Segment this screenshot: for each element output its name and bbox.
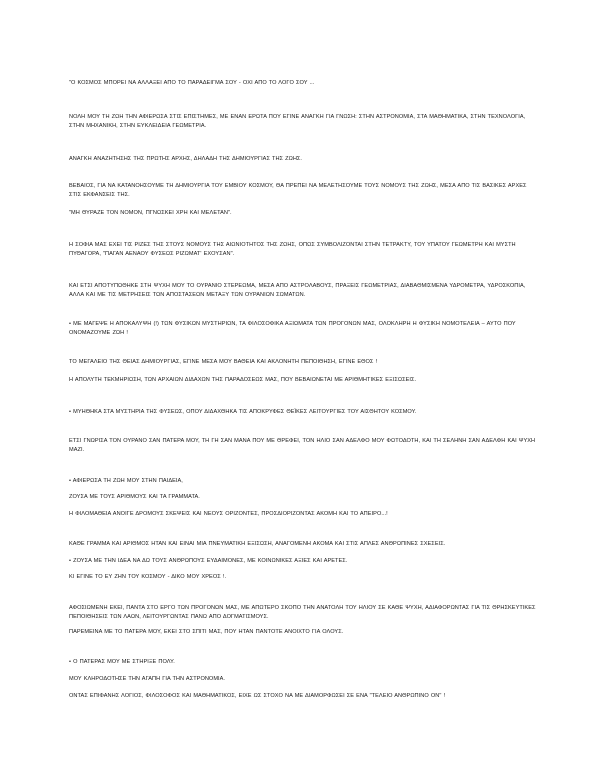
paragraph-23: ΟΝΤΑΣ ΕΠΙΦΑΝΗΣ ΛΟΓΙΟΣ, ΦΙΛΟΣΟΦΟΣ ΚΑΙ ΜΑΘΗΜΑΤΙΚΟΣ, ΕΙΧΕ ΩΣ ΣΤΟΧΟ ΝΑ ΜΕ ΔΙΑΜΟΡΦΩΣΕΙ ΣΕ ΕΝΑ "ΤΕΛΕΙΟ ΑΝΘΡΩΠΙΝΟ ΟΝ" !	[69, 693, 446, 699]
paragraph-18: ΚΙ ΕΓΙΝΕ ΤΟ ΕΥ ΖΗΝ ΤΟΥ ΚΟΣΜΟΥ - ΔΙΚΟ ΜΟΥ ΧΡΕΟΣ !.	[69, 574, 227, 580]
paragraph-10: Η ΑΠΟΛΥΤΗ ΤΕΚΜΗΡΙΩΣΗ, ΤΩΝ ΑΡΧΑΙΩΝ ΔΙΔΑΧΩΝ ΤΗΣ ΠΑΡΑΔΟΣΕΩΣ ΜΑΣ, ΠΟΥ ΒΕΒΑΙΩΝΕΤΑΙ ΜΕ ΑΡΙΘΜΗΤΙΚΕΣ ΕΞΙΣΩΣΕΙΣ.	[69, 377, 417, 383]
paragraph-16: ΚΑΘΕ ΓΡΑΜΜΑ ΚΑΙ ΑΡΙΘΜΟΣ ΗΤΑΝ ΚΑΙ ΕΙΝΑΙ ΜΙΑ ΠΝΕΥΜΑΤΙΚΗ ΕΞΙΣΩΣΗ, ΑΝΑΓΟΜΕΝΗ ΑΚΟΜΑ ΚΑΙ ΣΤΙΣ ΑΠΛΕΣ ΑΝΘΡΩΠΙΝΕΣ ΣΧΕΣΕΙΣ.	[69, 541, 446, 547]
paragraph-22: ΜΟΥ ΚΛΗΡΟΔΟΤΗΣΕ ΤΗΝ ΑΓΑΠΗ ΓΙΑ ΤΗΝ ΑΣΤΡΟΝΟΜΙΑ.	[69, 676, 226, 682]
paragraph-19: ΑΦΟΣΙΩΜΕΝΗ ΕΚΕΙ, ΠΑΝΤΑ ΣΤΟ ΕΡΓΟ ΤΩΝ ΠΡΟΓΟΝΩΝ ΜΑΣ, ΜΕ ΑΠΩΤΕΡΟ ΣΚΟΠΟ ΤΗΝ ΑΝΑΤΟΛΗ ΤΟΥ ΗΛΙΟΥ ΣΕ ΚΑΘΕ ΨΥΧΗ, ΑΔΙΑΦΟΡΩΝΤΑΣ ΓΙΑ ΤΙΣ ΘΡΗΣΚΕΥΤΙΚΕΣ ΠΕΠΟΙΘΗΣΕΙΣ ΤΩΝ ΛΑΩΝ, ΛΕΙΤΟΥΡΓΩΝΤΑΣ ΠΑΝΩ ΑΠΟ ΔΟΓΜΑΤΙΣΜΟΥΣ.	[69, 605, 536, 620]
paragraph-17: • ΖΟΥΣΑ ΜΕ ΤΗΝ ΙΔΕΑ ΝΑ ΔΩ ΤΟΥΣ ΑΝΘΡΩΠΟΥΣ ΕΥΔΑΙΜΟΝΕΣ, ΜΕ ΚΟΙΝΩΝΙΚΕΣ ΑΞΙΕΣ ΚΑΙ ΑΡΕΤΕΣ.	[69, 558, 348, 564]
paragraph-9: ΤΟ ΜΕΓΑΛΕΙΟ ΤΗΣ ΘΕΙΑΣ ΔΗΜΙΟΥΡΓΙΑΣ, ΕΓΙΝΕ ΜΕΣΑ ΜΟΥ ΒΑΘΕΙΑ ΚΑΙ ΑΚΛΟΝΗΤΗ ΠΕΠΟΙΘΗΣΗ, ΕΓΙΝΕ ΕΘΟΣ !	[69, 359, 378, 365]
paragraph-12: ΕΤΣΙ ΓΝΩΡΙΣΑ ΤΟΝ ΟΥΡΑΝΟ ΣΑΝ ΠΑΤΕΡΑ ΜΟΥ, ΤΗ ΓΗ ΣΑΝ ΜΑΝΑ ΠΟΥ ΜΕ ΘΡΕΦΕΙ, ΤΟΝ ΗΛΙΟ ΣΑΝ ΑΔΕΛΦΟ ΜΟΥ ΦΩΤΟΔΟΤΗ, ΚΑΙ ΤΗ ΣΕΛΗΝΗ ΣΑΝ ΑΔΕΛΦΗ ΚΑΙ ΨΥΧΗ ΜΑΖΙ.	[69, 438, 536, 453]
paragraph-11: • ΜΥΗΘΗΚΑ ΣΤΑ ΜΥΣΤΗΡΙΑ ΤΗΣ ΦΥΣΕΩΣ, ΟΠΟΥ ΔΙΔΑΧΘΗΚΑ ΤΙΣ ΑΠΟΚΡΥΦΕΣ ΘΕΪΚΕΣ ΛΕΙΤΟΥΡΓΙΕΣ ΤΟΥ ΑΙΣΘΗΤΟΥ ΚΟΣΜΟΥ.	[69, 409, 417, 415]
paragraph-4: ΒΕΒΑΙΟΣ, ΓΙΑ ΝΑ ΚΑΤΑΝΟΗΣΟΥΜΕ ΤΗ ΔΗΜΙΟΥΡΓΙΑ ΤΟΥ ΕΜΒΙΟΥ ΚΟΣΜΟΥ, ΘΑ ΠΡΕΠΕΙ ΝΑ ΜΕΛΕΤΗΣΟΥΜΕ ΤΟΥΣ ΝΟΜΟΥΣ ΤΗΣ ΖΩΗΣ, ΜΕΣΑ ΑΠΟ ΤΙΣ ΒΑΣΙΚΕΣ ΑΡΧΕΣ ΣΤΙΣ ΕΚΦΑΝΣΕΙΣ ΤΗΣ.	[69, 183, 527, 198]
paragraph-2: ΝΟΛΗ ΜΟΥ ΤΗ ΖΩΗ ΤΗΝ ΑΦΙΕΡΩΣΑ ΣΤΙΣ ΕΠΙΣΤΗΜΕΣ, ΜΕ ΕΝΑΝ ΕΡΩΤΑ ΠΟΥ ΕΓΙΝΕ ΑΝΑΓΚΗ ΓΙΑ ΓΝΩΣΗ: ΣΤΗΝ ΑΣΤΡΟΝΟΜΙΑ, ΣΤΑ ΜΑΘΗΜΑΤΙΚΑ, ΣΤΗΝ ΤΕΧΝΟΛΟΓΙΑ, ΣΤΗΝ ΜΗΧΑΝΙΚΗ, ΣΤΗΝ ΕΥΚΛΕΙΔΕΙΑ ΓΕΩΜΕΤΡΙΑ.	[69, 114, 526, 129]
paragraph-14: ΖΟΥΣΑ ΜΕ ΤΟΥΣ ΑΡΙΘΜΟΥΣ ΚΑΙ ΤΑ ΓΡΑΜΜΑΤΑ.	[69, 494, 200, 500]
paragraph-20: ΠΑΡΕΜΕΙΝΑ ΜΕ ΤΟ ΠΑΤΕΡΑ ΜΟΥ, ΕΚΕΙ ΣΤΟ ΣΠΙΤΙ ΜΑΣ, ΠΟΥ ΗΤΑΝ ΠΑΝΤΟΤΕ ΑΝΟΙΧΤΟ ΓΙΑ ΟΛΟΥΣ.	[69, 629, 344, 635]
paragraph-8: • ΜΕ ΜΑΓΕΨΕ Η ΑΠΟΚΑΛΥΨΗ (!) ΤΩΝ ΦΥΣΙΚΩΝ ΜΥΣΤΗΡΙΩΝ, ΤΑ ΦΙΛΟΣΟΦΙΚΑ ΑΞΙΩΜΑΤΑ ΤΩΝ ΠΡΟΓΟΝΩΝ ΜΑΣ, ΟΛΟΚΛΗΡΗ Η ΦΥΣΙΚΗ ΝΟΜΟΤΕΛΕΙΑ – ΑΥΤΟ ΠΟΥ ΟΝΟΜΑΖΟΥΜΕ ΖΩΗ !	[69, 321, 516, 336]
paragraph-6: Η ΣΟΦΙΑ ΜΑΣ ΕΧΕΙ ΤΙΣ ΡΙΖΕΣ ΤΗΣ ΣΤΟΥΣ ΝΟΜΟΥΣ ΤΗΣ ΑΙΩΝΙΟΤΗΤΟΣ ΤΗΣ ΖΩΗΣ, ΟΠΩΣ ΣΥΜΒΟΛΙΖΟΝΤΑΙ ΣΤΗΝ ΤΕΤΡΑΚΤΥ, ΤΟΥ ΥΠΑΤΟΥ ΓΕΩΜΕΤΡΗ ΚΑΙ ΜΥΣΤΗ ΠΥΘΑΓΟΡΑ, "ΠΑΓΑΝ ΑΕΝΑΟΥ ΦΥΣΕΩΣ ΡΙΖΩΜΑΤ' ΕΧΟΥΣΑΝ".	[69, 242, 516, 257]
paragraph-7: ΚΑΙ ΕΤΣΙ ΑΠΟΤΥΠΩΘΗΚΕ ΣΤΗ ΨΥΧΗ ΜΟΥ ΤΟ ΟΥΡΑΝΙΟ ΣΤΕΡΕΩΜΑ, ΜΕΣΑ ΑΠΟ ΑΣΤΡΟΛΑΒΟΥΣ, ΠΡΑΞΕΙΣ ΓΕΩΜΕΤΡΙΑΣ, ΔΙΑΒΑΘΜΙΣΜΕΝΑ ΥΔΡΟΜΕΤΡΑ, ΥΔΡΟΣΚΟΠΙΑ, ΑΛΛΑ ΚΑΙ ΜΕ ΤΙΣ ΜΕΤΡΗΣΕΙΣ ΤΩΝ ΑΠΟΣΤΑΣΕΩΝ ΜΕΤΑΞΥ ΤΩΝ ΟΥΡΑΝΙΩΝ ΣΩΜΑΤΩΝ.	[69, 283, 526, 298]
paragraph-13: • ΑΦΙΕΡΩΣΑ ΤΗ ΖΩΗ ΜΟΥ ΣΤΗΝ ΠΑΙΔΕΙΑ,	[69, 478, 183, 484]
paragraph-15: Η ΦΙΛΟΜΑΘΕΙΑ ΑΝΟΙΓΕ ΔΡΟΜΟΥΣ ΣΚΕΨΕΙΣ ΚΑΙ ΝΕΟΥΣ ΟΡΙΖΟΝΤΕΣ, ΠΡΟΣΔΙΟΡΙΖΟΝΤΑΣ ΑΚΟΜΗ ΚΑΙ ΤΟ ΑΠΕΙΡΟ...!	[69, 511, 388, 517]
paragraph-5: "ΜΗ ΘΥΡΑΖΕ ΤΟΝ ΝΟΜΟΝ, ΠΓΝΩΣΚΕΙ ΧΡΗ ΚΑΙ ΜΕΛΕΤΑΝ".	[69, 210, 232, 216]
paragraph-1: "Ο ΚΟΣΜΟΣ ΜΠΟΡΕΙ ΝΑ ΑΛΛΑΞΕΙ ΑΠΟ ΤΟ ΠΑΡΑΔΕΙΓΜΑ ΣΟΥ - ΟΧΙ ΑΠΟ ΤΟ ΛΟΓΟ ΣΟΥ ...	[69, 80, 315, 86]
paragraph-21: • Ο ΠΑΤΕΡΑΣ ΜΟΥ ΜΕ ΣΤΗΡΙΞΕ ΠΟΛΥ.	[69, 659, 175, 665]
paragraph-3: ΑΝΑΓΚΗ ΑΝΑΖΗΤΗΣΗΣ ΤΗΣ ΠΡΩΤΗΣ ΑΡΧΗΣ, ΔΗΛΑΔΗ ΤΗΣ ΔΗΜΙΟΥΡΓΙΑΣ ΤΗΣ ΖΩΗΣ.	[69, 156, 303, 162]
